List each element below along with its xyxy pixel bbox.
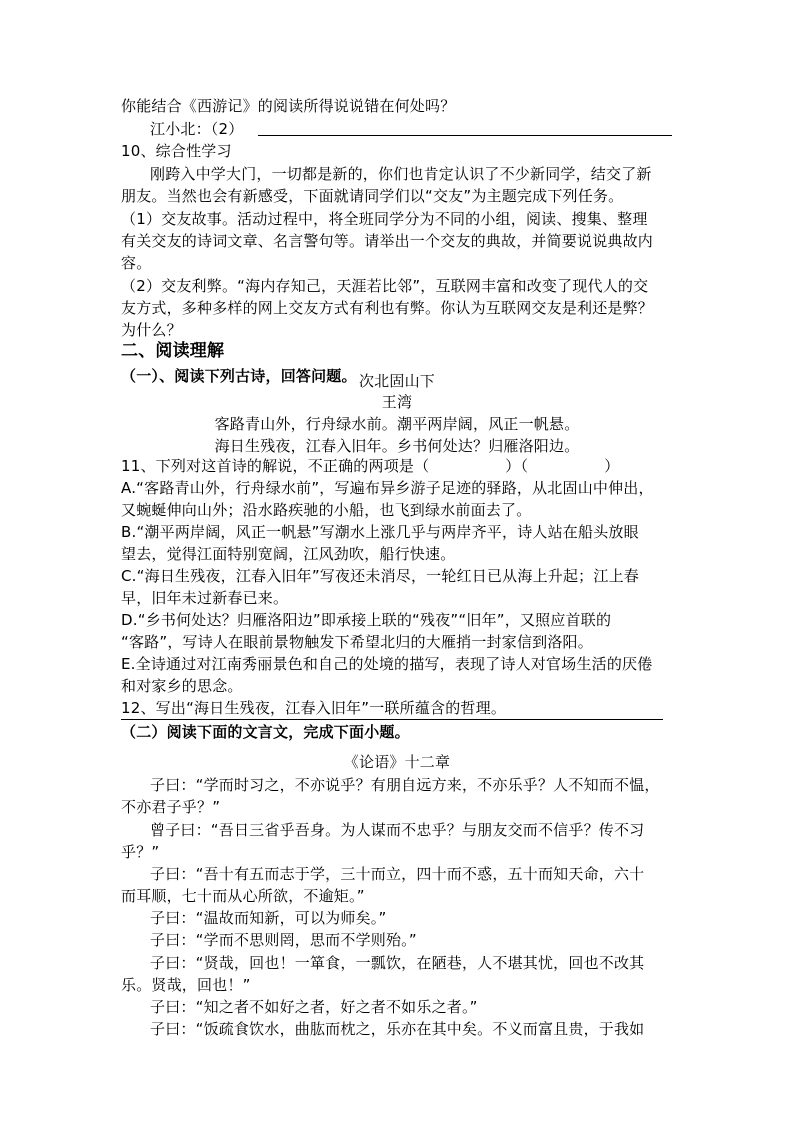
- analects-passage: 不亦君子乎？”: [121, 798, 221, 816]
- task-2-text: 友方式，多种多样的网上交友方式有利也有弊。你认为互联网交友是利还是弊？: [121, 299, 654, 317]
- analects-passage: 乎？”: [121, 843, 160, 861]
- question-text: 你能结合《西游记》的阅读所得说说错在何处吗？: [121, 97, 456, 115]
- option-c: C.“海日生残夜，江春入旧年”写夜还未消尽，一轮红日已从海上升起；江上春: [121, 567, 639, 585]
- task-2-text: （2）交友利弊。“海内存知己，天涯若比邻”，互联网丰富和改变了现代人的交: [121, 277, 649, 295]
- option-e: 和对家乡的思念。: [121, 677, 243, 695]
- paragraph-text: 刚跨入中学大门，一切都是新的，你们也肯定认识了不少新同学，结交了新: [150, 165, 652, 183]
- question-number-11: 11、下列对这首诗的解说，不正确的两项是（ ）（ ）: [121, 457, 620, 475]
- analects-passage: 子曰：“知之者不如好之者，好之者不如乐之者。”: [150, 998, 478, 1016]
- option-b: B.“潮平两岸阔，风正一帆悬”写潮水上涨几乎与两岸齐平，诗人站在船头放眼: [121, 523, 639, 541]
- analects-passage: 子曰：“贤哉，回也！一箪食，一瓢饮，在陋巷，人不堪其忧，回也不改其: [150, 954, 645, 972]
- analects-passage: 乐。贤哉，回也！”: [121, 976, 251, 994]
- option-c: 早，旧年未过新春已来。: [121, 589, 289, 607]
- text-title: 《论语》十二章: [343, 753, 451, 771]
- analects-passage: 子曰：“饭疏食饮水，曲肱而枕之，乐亦在其中矣。不义而富且贵，于我如: [150, 1020, 645, 1038]
- option-a: 又蜿蜒伸向山外；沿水路疾驰的小船，也飞到绿水前面去了。: [121, 501, 532, 519]
- task-1-text: 有关交友的诗词文章、名言警句等。请举出一个交友的典故，并简要说说典故内: [121, 232, 654, 250]
- answer-label: 江小北：（2）: [150, 120, 244, 138]
- option-d: D.“乡书何处达？归雁洛阳边”即承接上联的“残夜”“旧年”，又照应首联的: [121, 611, 612, 629]
- task-1-text: （1）交友故事。活动过程中，将全班同学分为不同的小组，阅读、搜集、整理: [121, 210, 648, 228]
- poem-author: 王湾: [381, 393, 413, 411]
- analects-passage: 子曰：“吾十有五而志于学，三十而立，四十而不惑，五十而知天命，六十: [150, 865, 645, 883]
- poem-line: 客路青山外，行舟绿水前。潮平两岸阔，风正一帆悬。: [214, 415, 580, 433]
- option-e: E.全诗通过对江南秀丽景色和自己的处境的描写，表现了诗人对官场生活的厌倦: [121, 655, 653, 673]
- analects-passage: 而耳顺，七十而从心所欲，不逾矩。”: [121, 887, 365, 905]
- option-a: A.“客路青山外，行舟绿水前”，写遍布异乡游子足迹的驿路，从北固山中伸出，: [121, 479, 654, 497]
- analects-passage: 子曰：“学而时习之，不亦说乎？有朋自远方来，不亦乐乎？人不知而不愠，: [150, 776, 660, 794]
- question-number-10: 10、综合性学习: [121, 142, 232, 160]
- subsection-heading: （一）、阅读下列古诗，回答问题。: [121, 367, 357, 385]
- poem-title: 次北固山下: [358, 372, 435, 390]
- task-2-text: 为什么？: [121, 321, 182, 339]
- option-b: 望去，觉得江面特别宽阔，江风劲吹，船行快速。: [121, 545, 456, 563]
- option-d: “客路”，写诗人在眼前景物触发下希望北归的大雁捎一封家信到洛阳。: [121, 633, 593, 651]
- answer-blank-line: [258, 135, 672, 136]
- question-number-12: 12、写出“海日生残夜，江春入旧年”一联所蕴含的哲理。: [121, 699, 507, 717]
- analects-passage: 子曰：“温故而知新，可以为师矣。”: [150, 909, 387, 927]
- analects-passage: 曾子曰：“吾日三省乎吾身。为人谋而不忠乎？与朋友交而不信乎？传不习: [150, 821, 645, 839]
- analects-passage: 子曰：“学而不思则罔，思而不学则殆。”: [150, 931, 417, 949]
- paragraph-text: 朋友。当然也会有新感受，下面就请同学们以“交友”为主题完成下列任务。: [121, 187, 624, 205]
- task-1-text: 容。: [121, 254, 152, 272]
- poem-line: 海日生残夜，江春入旧年。乡书何处达？归雁洛阳边。: [214, 437, 580, 455]
- subsection-heading: （二）阅读下面的文言文，完成下面小题。: [121, 723, 410, 741]
- answer-blank-line: [121, 719, 663, 720]
- section-heading: 二、阅读理解: [121, 341, 225, 361]
